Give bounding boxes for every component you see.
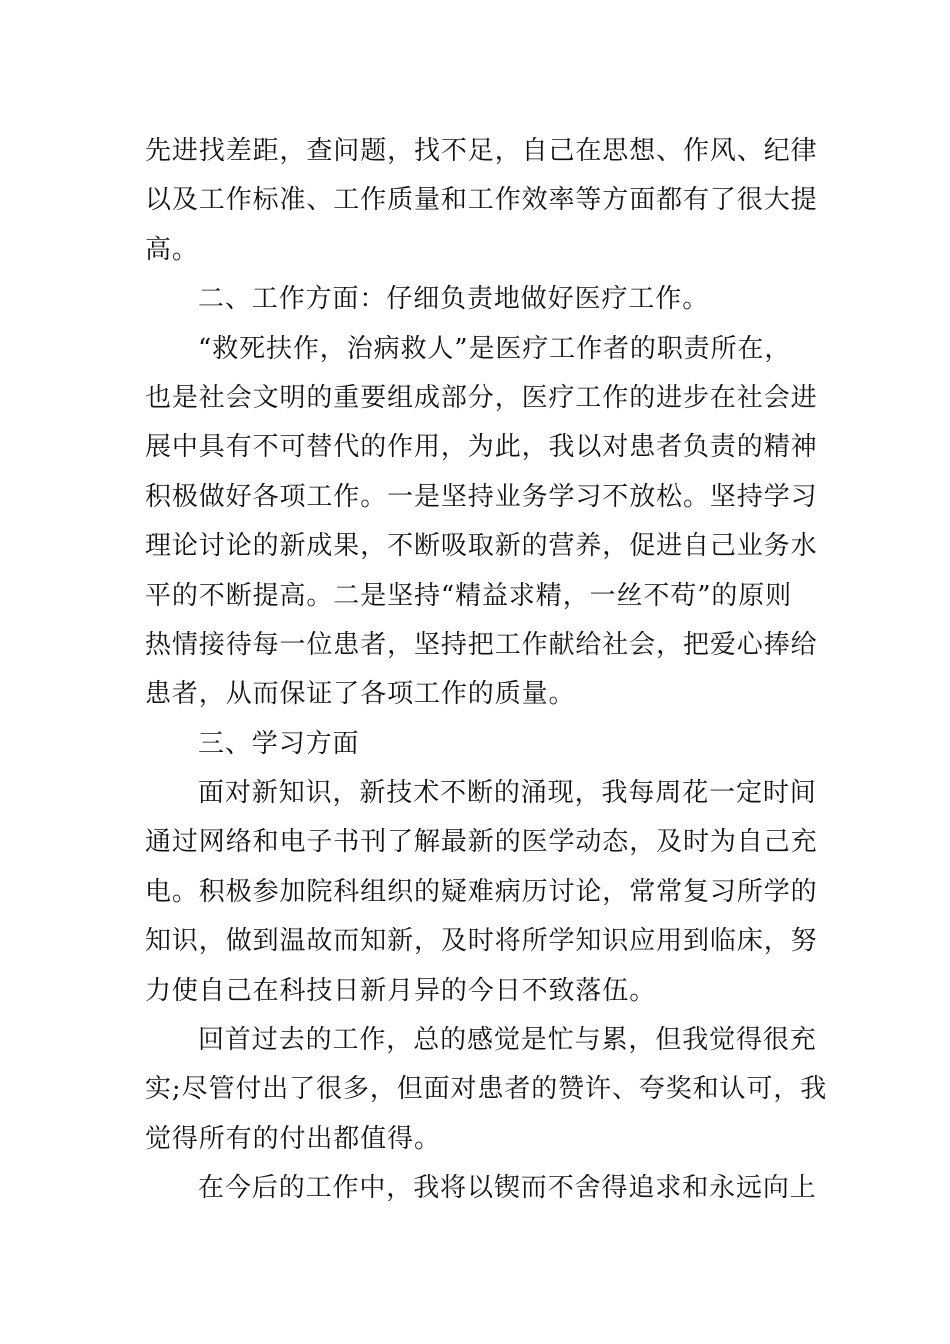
text-line: 知识，做到温故而知新，及时将所学知识应用到临床，努 [145,926,818,957]
text-line: 平的不断提高。二是坚持“精益求精，一丝不苟”的原则 [145,580,793,611]
text-line: 回首过去的工作，总的感觉是忙与累，但我觉得很充 [198,1025,817,1056]
text-line: 觉得所有的付出都值得。 [145,1123,441,1154]
text-line: 积极做好各项工作。一是坚持业务学习不放松。坚持学习 [145,481,818,512]
text-line: 高。 [145,234,199,265]
text-line: 实;尽管付出了很多，但面对患者的赞许、夸奖和认可，我 [145,1074,828,1105]
text-line: 展中具有不可替代的作用，为此，我以对患者负责的精神 [145,432,818,463]
text-line: 理论讨论的新成果，不断吸取新的营养，促进自己业务水 [145,531,818,562]
text-line: 也是社会文明的重要组成部分，医疗工作的进步在社会进 [145,382,818,413]
text-line: 通过网络和电子书刊了解最新的医学动态，及时为自己充 [145,827,818,858]
text-line: 热情接待每一位患者，坚持把工作献给社会，把爱心捧给 [145,629,818,660]
text-line: 在今后的工作中，我将以锲而不舍得追求和永远向上 [198,1173,817,1204]
text-line: 力使自己在科技日新月异的今日不致落伍。 [145,975,657,1006]
text-line: 先进找差距，查问题，找不足，自己在思想、作风、纪律 [145,136,818,166]
body-text [145,127,828,1214]
text-line: 面对新知识，新技术不断的涌现，我每周花一定时间 [198,778,817,809]
text-line: 以及工作标准、工作质量和工作效率等方面都有了很大提 [145,185,818,216]
section-heading-study: 三、学习方面 [198,728,360,759]
text-line: 电。积极参加院科组织的疑难病历讨论，常常复习所学的 [145,876,818,907]
section-heading-work: 二、工作方面：仔细负责地做好医疗工作。 [198,284,710,315]
text-line: “救死扶作，治病救人”是医疗工作者的职责所在， [198,333,792,364]
text-line: 患者，从而保证了各项工作的质量。 [145,679,576,710]
